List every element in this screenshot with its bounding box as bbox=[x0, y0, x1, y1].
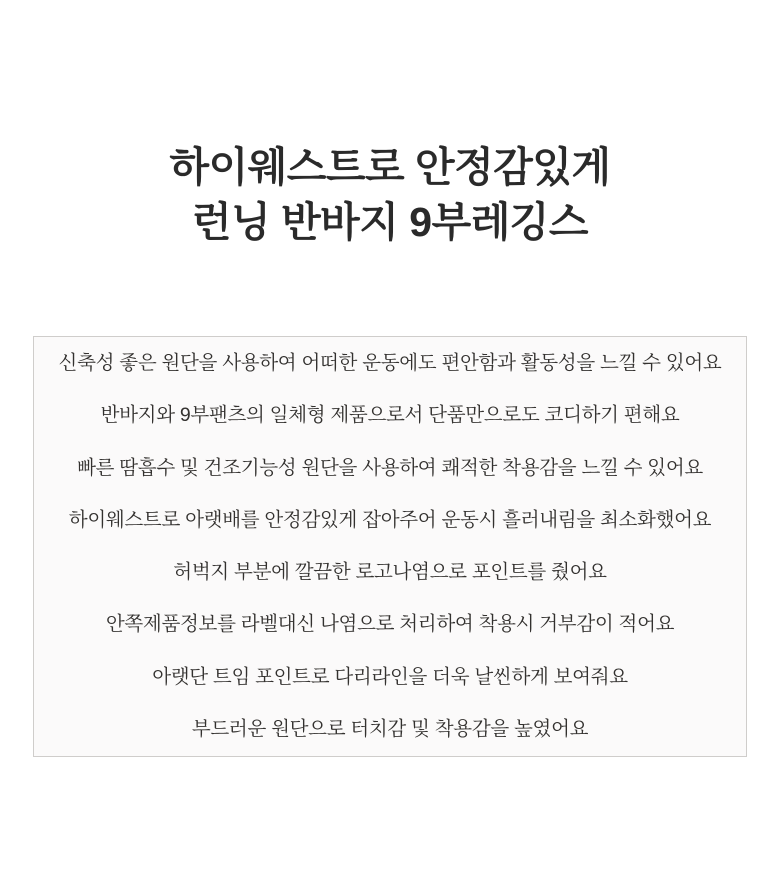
feature-item: 하이웨스트로 아랫배를 안정감있게 잡아주어 운동시 흘러내림을 최소화했어요 bbox=[68, 508, 712, 531]
feature-item: 빠른 땀흡수 및 건조기능성 원단을 사용하여 쾌적한 착용감을 느낄 수 있어요 bbox=[77, 456, 703, 479]
page-title-line-2: 런닝 반바지 9부레깅스 bbox=[191, 199, 589, 246]
page-title-line-1: 하이웨스트로 안정감있게 bbox=[169, 144, 611, 190]
feature-item: 부드러운 원단으로 터치감 및 착용감을 높였어요 bbox=[191, 717, 589, 740]
feature-item: 안쪽제품정보를 라벨대신 나염으로 처리하여 착용시 거부감이 적어요 bbox=[105, 613, 675, 636]
feature-list-box bbox=[33, 336, 747, 757]
feature-item: 신축성 좋은 원단을 사용하여 어떠한 운동에도 편안함과 활동성을 느낄 수 있어요 bbox=[58, 352, 722, 374]
feature-item: 반바지와 9부팬츠의 일체형 제품으로서 단품만으로도 코디하기 편해요 bbox=[100, 404, 680, 427]
page-title bbox=[0, 140, 780, 251]
feature-item: 아랫단 트임 포인트로 다리라인을 더욱 날씬하게 보여줘요 bbox=[152, 665, 628, 688]
feature-item: 허벅지 부분에 깔끔한 로고나염으로 포인트를 줬어요 bbox=[173, 561, 607, 583]
